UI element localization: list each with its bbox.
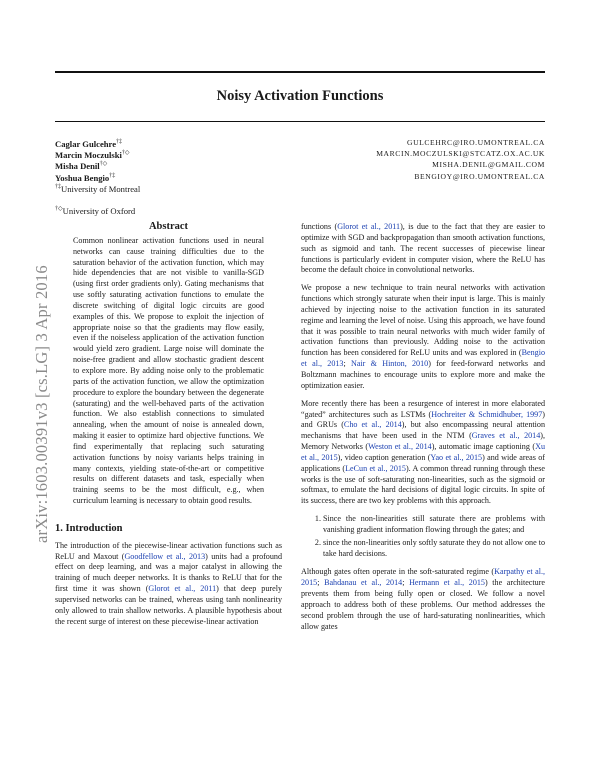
paper-title: Noisy Activation Functions	[216, 88, 384, 104]
author-email[interactable]: GULCEHRC@IRO.UMONTREAL.CA	[406, 138, 545, 147]
list-item: 2. since the non-linearities only softly saturate they do not allow one to take hard decisions.	[323, 538, 545, 560]
citation-link[interactable]: Karpathy et al., 2015	[301, 567, 546, 588]
paragraph: Although gates often operate in the soft-saturated regime (Karpathy et al., 2015; Bahdanau et al., 2014; Hermann et al., 2015) the architecture prevents them from being fully open or closed. We follow a novel approach to address both of these problems. Our method addresses the second problem through the use of hard-saturating nonlinearities, which allow gates	[301, 567, 546, 631]
title-rule-top	[55, 71, 545, 73]
author-row	[55, 148, 545, 159]
author-name: Caglar Gulcehre†‡	[55, 138, 123, 149]
author-name: Yoshua Bengio†‡	[55, 172, 116, 183]
citation-link[interactable]: Graves et al., 2014	[471, 431, 541, 441]
author-row	[55, 171, 545, 182]
citation-link[interactable]: Nair & Hinton, 2010	[351, 359, 429, 369]
paragraph: functions (Glorot et al., 2011), is due to the fact that they are easier to optimize with SGD and backpropagation than smooth activation functions, such as sigmoid and tanh. The recent successes of piecewise linear functions is particularly evident in computer vision, where the ReLU has become the default choice in convolutional networks.	[301, 222, 546, 275]
paragraph: More recently there has been a resurgence of interest in more elaborated “gated” architectures such as LSTMs (Hochreiter & Schmidhuber, 1997) and GRUs (Cho et al., 2014), but also encompassing neural attention mechanisms that have been used in the NTM (Graves et al., 2014), Memory Networks (Weston et al., 2014), automatic image captioning (Xu et al., 2015), video caption generation (Yao et al., 2015) and wide areas of applications (LeCun et al., 2015). A common thread running through these works is the use of soft-saturating non-linearities, such as the sigmoid or softmax, to emulate the hard decisions of digital logic circuits. In spite of its success, there are two key problems with this approach.	[301, 398, 546, 506]
title-rule-bottom	[55, 121, 545, 122]
citation-link[interactable]: Bengio et al., 2013	[301, 348, 545, 369]
left-column	[55, 222, 282, 635]
abstract-heading: Abstract	[148, 221, 189, 232]
citation-link[interactable]: Hochreiter & Schmidhuber, 1997	[431, 409, 543, 419]
author-row	[55, 159, 545, 170]
paragraph: We propose a new technique to train neural networks with activation functions which strongly saturate when their input is large. This is mainly achieved by injecting noise to the activation function in its saturated regime and learning the level of noise. Using this approach, we have found that it was possible to train neural networks with much wider family of activation functions than previously. Adding noise to the activation function has been considered for ReLU units and was explored in (Bengio et al., 2013; Nair & Hinton, 2010) for feed-forward networks and Boltzmann machines to encourage units to explore more and make the optimization easier.	[301, 283, 545, 390]
citation-link[interactable]: Glorot et al., 2011	[148, 584, 217, 594]
author-block	[55, 137, 545, 217]
author-name: Marcin Moczulski†◇	[55, 150, 130, 161]
citation-link[interactable]: Cho et al., 2014	[343, 420, 402, 430]
citation-link[interactable]: LeCun et al., 2015	[345, 463, 406, 473]
citation-link[interactable]: Bahdanau et al., 2014	[324, 578, 403, 588]
affiliation-montreal: †‡University of Montreal	[55, 183, 141, 194]
author-email[interactable]: MARCIN.MOCZULSKI@STCATZ.OX.AC.UK	[376, 149, 545, 159]
intro-paragraph: The introduction of the piecewise-linear activation functions such as ReLU and Maxout (Goodfellow et al., 2013) units had a profound effect on deep learning, and was a major catalyst in allowing the training of much deeper networks. It is thanks to ReLU that for the first time it was shown (Glorot et al., 2011) that deep purely supervised networks can be trained, whereas using tanh nonlinearity only allowed to train shallow networks. A plausible hypothesis about the recent surge of interest on these piecewise-linear activation	[55, 540, 282, 626]
author-email[interactable]: BENGIOY@IRO.UMONTREAL.CA	[414, 171, 545, 181]
citation-link[interactable]: Weston et al., 2014	[368, 442, 432, 452]
citation-link[interactable]: Goodfellow et al., 2013	[124, 551, 206, 561]
author-name: Misha Denil†◇	[55, 161, 108, 172]
introduction-heading: 1. Introduction	[55, 522, 123, 534]
citation-link[interactable]: Glorot et al., 2011	[337, 222, 401, 231]
list-item: 1. Since the non-linearities still saturate there are problems with vanishing gradient information flowing through the gates; and	[323, 514, 545, 536]
problem-list	[301, 514, 545, 559]
arxiv-stamp: arXiv:1603.00391v3 [cs.LG] 3 Apr 2016	[32, 265, 51, 543]
citation-link[interactable]: Xu et al., 2015	[301, 442, 545, 462]
author-email[interactable]: MISHA.DENIL@GMAIL.COM	[432, 160, 545, 170]
abstract-text: Common nonlinear activation functions used in neural networks can cause training difficulties due to the saturation behavior of the activation function, which may hide dependencies that are not visible to vanilla-SGD (using first order gradients only). Gating mechanisms that use softly saturating activation functions to emulate the discrete switching of digital logic circuits are good examples of this. We propose to exploit the injection of appropriate noise so that the gradients may flow easily, even if the noiseless application of the activation function would yield zero gradient. Large noise will dominate the noise-free gradient and allow stochastic gradient descent to explore more. By adding noise only to the problematic parts of the activation function, we allow the optimization procedure to explore the boundary between the degenerate (saturating) and the well-behaved parts of the activation function. We also establish connections to simulated annealing, when the amount of noise is annealed down, making it easier to optimize hard objective functions. We find experimentally that replacing such saturating activation functions by noisy variants helps training in many contexts, yielding state-of-the-art or competitive results on different datasets and task, especially when training seems to be the most difficult, e.g., when curriculum learning is necessary to obtain good results.	[73, 235, 264, 506]
affiliation-oxford: †◇University of Oxford	[55, 205, 136, 216]
citation-link[interactable]: Hermann et al., 2015	[409, 578, 485, 588]
right-column	[301, 222, 545, 640]
author-row	[55, 137, 545, 148]
citation-link[interactable]: Yao et al., 2015	[430, 452, 483, 462]
